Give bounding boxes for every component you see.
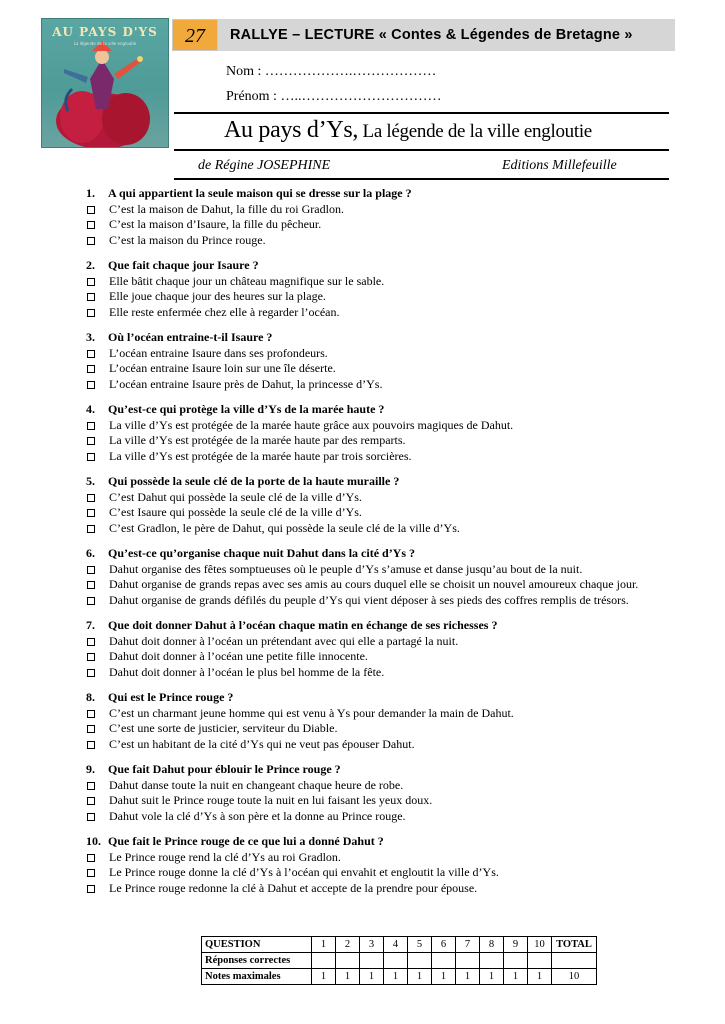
checkbox-icon[interactable] — [87, 797, 95, 805]
score-header-row — [202, 937, 597, 953]
checkbox-icon[interactable] — [87, 350, 95, 358]
answer-text: L’océan entraine Isaure près de Dahut, la princesse d’Ys. — [109, 376, 383, 391]
checkbox-icon[interactable] — [87, 453, 95, 461]
score-max-cell: 1 — [336, 969, 360, 985]
answer-text: Elle reste enfermée chez elle à regarder l’océan. — [109, 304, 340, 319]
prenom-field[interactable]: Prénom : …..………………………… — [226, 89, 442, 104]
answer-option[interactable] — [86, 490, 696, 506]
score-total-correct-cell[interactable] — [552, 953, 597, 969]
question-block — [86, 546, 696, 608]
question-block — [86, 258, 696, 320]
checkbox-icon[interactable] — [87, 741, 95, 749]
answer-option[interactable] — [86, 634, 696, 650]
question-block — [86, 618, 696, 680]
question-text: Qu’est-ce qui protège la ville d’Ys de la marée haute ? — [108, 402, 385, 416]
answer-option[interactable] — [86, 202, 696, 218]
score-column-header: 9 — [504, 937, 528, 953]
answer-text: C’est une sorte de justicier, serviteur du Diable. — [109, 721, 338, 735]
score-correct-cell[interactable] — [432, 953, 456, 969]
checkbox-icon[interactable] — [87, 854, 95, 862]
answer-text: La ville d’Ys est protégée de la marée haute par des remparts. — [109, 433, 406, 447]
answer-text: L’océan entraine Isaure dans ses profondeurs. — [109, 345, 328, 360]
score-table — [201, 936, 597, 985]
cover-title: AU PAYS D'YS — [52, 25, 158, 39]
cover-subtitle: La légende de la ville engloutie — [73, 41, 137, 46]
answer-text: C’est un habitant de la cité d’Ys qui ne veut pas épouser Dahut. — [109, 736, 415, 751]
question-title — [86, 690, 696, 706]
rallye-title: RALLYE – LECTURE « Contes & Légendes de Bretagne » — [218, 19, 675, 51]
answer-text: C’est la maison du Prince rouge. — [109, 232, 266, 247]
checkbox-icon[interactable] — [87, 206, 95, 214]
score-correct-cell[interactable] — [456, 953, 480, 969]
question-text: Où l’océan entraine-t-il Isaure ? — [108, 330, 273, 344]
question-block — [86, 474, 696, 536]
question-text: Que fait le Prince rouge de ce que lui a donné Dahut ? — [108, 834, 384, 848]
checkbox-icon[interactable] — [87, 653, 95, 661]
answer-option[interactable] — [86, 305, 696, 321]
score-column-header: 5 — [408, 937, 432, 953]
question-number: 8. — [86, 690, 95, 704]
score-max-row — [202, 969, 597, 985]
question-title — [86, 474, 696, 490]
score-column-header: 1 — [312, 937, 336, 953]
checkbox-icon[interactable] — [87, 581, 95, 589]
question-title — [86, 258, 696, 274]
score-max-cell: 1 — [504, 969, 528, 985]
score-total-max-cell: 10 — [552, 969, 597, 985]
answer-option[interactable] — [86, 377, 696, 393]
answer-text: C’est Gradlon, le père de Dahut, qui possède la seule clé de la ville d’Ys. — [109, 520, 460, 535]
answer-option[interactable] — [86, 865, 696, 881]
answer-text: C’est la maison d’Isaure, la fille du pêcheur. — [109, 217, 322, 231]
score-correct-cell[interactable] — [408, 953, 432, 969]
question-text: Qui possède la seule clé de la porte de la haute muraille ? — [108, 474, 400, 488]
question-block — [86, 762, 696, 824]
question-text: Qui est le Prince rouge ? — [108, 690, 234, 704]
checkbox-icon[interactable] — [87, 494, 95, 502]
checkbox-icon[interactable] — [87, 597, 95, 605]
answer-option[interactable] — [86, 793, 696, 809]
question-text: Que fait chaque jour Isaure ? — [108, 258, 259, 272]
answer-text: Le Prince rouge rend la clé d’Ys au roi Gradlon. — [109, 849, 341, 864]
title-rule-top — [174, 112, 669, 114]
checkbox-icon[interactable] — [87, 509, 95, 517]
score-column-header: 6 — [432, 937, 456, 953]
answer-text: Dahut suit le Prince rouge toute la nuit en lui faisant les yeux doux. — [109, 793, 433, 807]
score-max-cell: 1 — [408, 969, 432, 985]
answer-option[interactable] — [86, 521, 696, 537]
answer-option[interactable] — [86, 778, 696, 794]
score-max-label: Notes maximales — [202, 969, 312, 985]
question-block — [86, 834, 696, 896]
question-number: 7. — [86, 618, 95, 632]
answer-option[interactable] — [86, 505, 696, 521]
score-column-header: 7 — [456, 937, 480, 953]
answer-text: Dahut organise des fêtes somptueuses où le peuple d’Ys s’amuse et danse jusqu’au bout de la nuit. — [109, 561, 583, 576]
answer-option[interactable] — [86, 593, 696, 609]
answer-option[interactable] — [86, 233, 696, 249]
score-correct-cell[interactable] — [504, 953, 528, 969]
answer-text: C’est Dahut qui possède la seule clé de la ville d’Ys. — [109, 489, 362, 504]
question-text: A qui appartient la seule maison qui se dresse sur la plage ? — [108, 186, 412, 200]
question-number: 6. — [86, 546, 95, 560]
checkbox-icon[interactable] — [87, 437, 95, 445]
book-title — [224, 117, 592, 144]
question-text: Qu’est-ce qu’organise chaque nuit Dahut dans la cité d’Ys ? — [108, 546, 416, 560]
score-correct-row — [202, 953, 597, 969]
book-title-main: Au pays d’Ys, — [224, 117, 359, 143]
editor: Editions Millefeuille — [502, 158, 617, 173]
question-number: 10. — [86, 834, 101, 848]
checkbox-icon[interactable] — [87, 381, 95, 389]
answer-text: C’est la maison de Dahut, la fille du roi Gradlon. — [109, 201, 344, 216]
answer-text: Dahut organise de grands défilés du peuple d’Ys qui vient déposer à ses pieds des coffres remplis de trésors. — [109, 592, 629, 607]
answer-option[interactable] — [86, 289, 696, 305]
answer-text: Elle bâtit chaque jour un château magnifique sur le sable. — [109, 273, 385, 288]
score-correct-cell[interactable] — [480, 953, 504, 969]
answer-option[interactable] — [86, 418, 696, 434]
author: de Régine JOSEPHINE — [198, 158, 331, 173]
checkbox-icon[interactable] — [87, 309, 95, 317]
answer-text: Le Prince rouge donne la clé d’Ys à l’océan qui envahit et engloutit la ville d’Ys. — [109, 865, 499, 879]
score-column-header: 2 — [336, 937, 360, 953]
question-block — [86, 330, 696, 392]
score-max-cell: 1 — [456, 969, 480, 985]
answer-text: Dahut organise de grands repas avec ses amis au cours duquel elle se choisit un nouvel amoureux chaque jour. — [109, 577, 639, 591]
checkbox-icon[interactable] — [87, 365, 95, 373]
checkbox-icon[interactable] — [87, 221, 95, 229]
score-correct-cell[interactable] — [384, 953, 408, 969]
checkbox-icon[interactable] — [87, 782, 95, 790]
book-title-sub: La légende de la ville engloutie — [358, 121, 592, 142]
score-max-cell: 1 — [480, 969, 504, 985]
checkbox-icon[interactable] — [87, 638, 95, 646]
answer-text: Dahut doit donner à l’océan une petite fille innocente. — [109, 649, 368, 663]
question-title — [86, 402, 696, 418]
answer-option[interactable] — [86, 449, 696, 465]
score-correct-cell[interactable] — [360, 953, 384, 969]
answer-text: Dahut danse toute la nuit en changeant chaque heure de robe. — [109, 777, 404, 792]
checkbox-icon[interactable] — [87, 278, 95, 286]
answer-option[interactable] — [86, 737, 696, 753]
answer-option[interactable] — [86, 346, 696, 362]
checkbox-icon[interactable] — [87, 293, 95, 301]
answer-option[interactable] — [86, 721, 696, 737]
score-correct-label: Réponses correctes — [202, 953, 312, 969]
score-column-header: 3 — [360, 937, 384, 953]
score-max-cell: 1 — [432, 969, 456, 985]
checkbox-icon[interactable] — [87, 237, 95, 245]
checkbox-icon[interactable] — [87, 669, 95, 677]
score-correct-cell[interactable] — [528, 953, 552, 969]
question-text: Que doit donner Dahut à l’océan chaque matin en échange de ses richesses ? — [108, 618, 498, 632]
score-max-cell: 1 — [528, 969, 552, 985]
checkbox-icon[interactable] — [87, 725, 95, 733]
answer-text: Le Prince rouge redonne la clé à Dahut et accepte de la prendre pour épouse. — [109, 880, 478, 895]
score-correct-cell[interactable] — [336, 953, 360, 969]
question-text: Que fait Dahut pour éblouir le Prince rouge ? — [108, 762, 341, 776]
answer-text: La ville d’Ys est protégée de la marée haute par trois sorcières. — [109, 448, 412, 463]
question-block — [86, 690, 696, 752]
question-title — [86, 618, 696, 634]
question-title — [86, 330, 696, 346]
rallye-number: 27 — [172, 19, 218, 51]
score-correct-cell[interactable] — [312, 953, 336, 969]
score-max-cell: 1 — [360, 969, 384, 985]
answer-option[interactable] — [86, 881, 696, 897]
answer-option[interactable] — [86, 649, 696, 665]
answer-option[interactable] — [86, 361, 696, 377]
answer-option[interactable] — [86, 562, 696, 578]
question-number: 4. — [86, 402, 95, 416]
score-column-header: 10 — [528, 937, 552, 953]
answer-text: La ville d’Ys est protégée de la marée haute grâce aux pouvoirs magiques de Dahut. — [109, 417, 514, 432]
question-title — [86, 762, 696, 778]
checkbox-icon[interactable] — [87, 710, 95, 718]
question-title — [86, 834, 696, 850]
answer-text: Dahut vole la clé d’Ys à son père et la donne au Prince rouge. — [109, 808, 406, 823]
question-title — [86, 186, 696, 202]
score-total-header: TOTAL — [552, 937, 597, 953]
checkbox-icon[interactable] — [87, 813, 95, 821]
question-number: 1. — [86, 186, 95, 200]
checkbox-icon[interactable] — [87, 422, 95, 430]
book-cover-image — [41, 18, 169, 148]
nom-field[interactable]: Nom : ……………….……………… — [226, 64, 437, 79]
score-column-header: 4 — [384, 937, 408, 953]
question-number: 2. — [86, 258, 95, 272]
answer-option[interactable] — [86, 217, 696, 233]
checkbox-icon[interactable] — [87, 885, 95, 893]
checkbox-icon[interactable] — [87, 869, 95, 877]
question-number: 9. — [86, 762, 95, 776]
score-column-header: 8 — [480, 937, 504, 953]
question-title — [86, 546, 696, 562]
answer-text: L’océan entraine Isaure loin sur une île déserte. — [109, 361, 336, 375]
question-block — [86, 402, 696, 464]
answer-option[interactable] — [86, 809, 696, 825]
answer-option[interactable] — [86, 706, 696, 722]
score-max-cell: 1 — [312, 969, 336, 985]
answer-option[interactable] — [86, 433, 696, 449]
answer-text: Dahut doit donner à l’océan un prétendant avec qui elle a partagé la nuit. — [109, 633, 459, 648]
answer-option[interactable] — [86, 274, 696, 290]
question-number: 5. — [86, 474, 95, 488]
question-number: 3. — [86, 330, 95, 344]
questions-list — [86, 186, 696, 906]
title-rule-bottom — [174, 178, 669, 180]
answer-text: Elle joue chaque jour des heures sur la plage. — [109, 289, 326, 303]
answer-option[interactable] — [86, 577, 696, 593]
checkbox-icon[interactable] — [87, 525, 95, 533]
answer-option[interactable] — [86, 850, 696, 866]
checkbox-icon[interactable] — [87, 566, 95, 574]
answer-text: C’est Isaure qui possède la seule clé de la ville d’Ys. — [109, 505, 362, 519]
score-max-cell: 1 — [384, 969, 408, 985]
answer-text: C’est un charmant jeune homme qui est venu à Ys pour demander la main de Dahut. — [109, 705, 514, 720]
title-rule-middle — [174, 149, 669, 151]
answer-option[interactable] — [86, 665, 696, 681]
score-header-label: QUESTION — [202, 937, 312, 953]
answer-text: Dahut doit donner à l’océan le plus bel homme de la fête. — [109, 664, 385, 679]
question-block — [86, 186, 696, 248]
